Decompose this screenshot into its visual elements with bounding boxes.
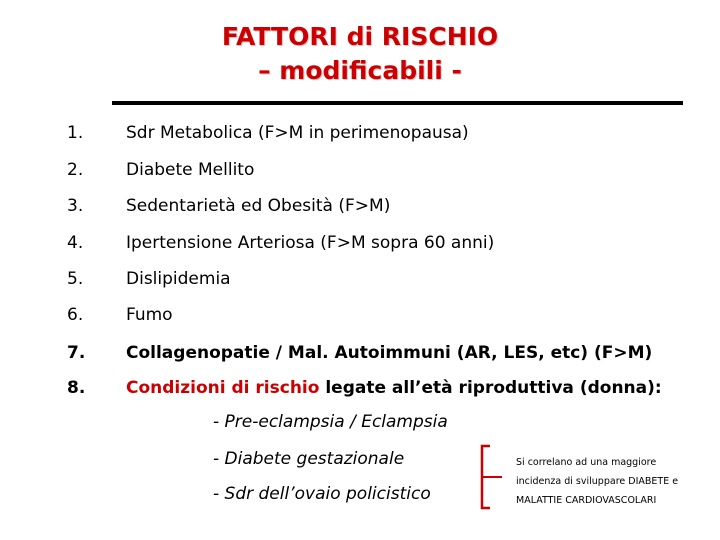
item-text: Collagenopatie / Mal. Autoimmuni (AR, LES, etc) (F>M) xyxy=(126,343,653,363)
sub-list-item: - Pre-eclampsia / Eclampsia xyxy=(213,412,448,432)
slide-title xyxy=(0,20,720,88)
sub-list-item: - Sdr dell’ovaio policistico xyxy=(213,484,431,504)
side-note xyxy=(516,453,716,510)
title-line-2: – modificabili - xyxy=(258,56,462,85)
item-text: Ipertensione Arteriosa (F>M sopra 60 anni) xyxy=(126,233,495,253)
item-text xyxy=(126,373,662,403)
item-text: Sedentarietà ed Obesità (F>M) xyxy=(126,196,391,216)
list-item xyxy=(0,264,720,294)
item-text: Sdr Metabolica (F>M in perimenopausa) xyxy=(126,123,469,143)
note-line-3: MALATTIE CARDIOVASCOLARI xyxy=(516,495,657,506)
list-item xyxy=(0,300,720,330)
item-number: 2. xyxy=(67,160,84,180)
list-item xyxy=(0,155,720,185)
item-number: 3. xyxy=(67,196,84,216)
list-item xyxy=(0,191,720,221)
sub-list-item: - Diabete gestazionale xyxy=(213,449,405,469)
item-number: 6. xyxy=(67,305,84,325)
title-divider xyxy=(112,101,683,105)
item-text: Diabete Mellito xyxy=(126,160,255,180)
note-line-2: incidenza di sviluppare DIABETE e xyxy=(516,476,679,487)
list-item xyxy=(0,338,720,368)
item-number: 8. xyxy=(67,378,86,398)
item-highlight: Condizioni di rischio xyxy=(126,378,320,398)
note-line-1: Si correlano ad una maggiore xyxy=(516,457,657,468)
item-text: Fumo xyxy=(126,305,173,325)
item-text: Dislipidemia xyxy=(126,269,231,289)
list-item xyxy=(0,228,720,258)
item-text-rest: legate all’età riproduttiva (donna): xyxy=(319,378,662,398)
bracket-icon xyxy=(478,444,518,514)
list-item xyxy=(0,373,720,403)
title-line-1: FATTORI di RISCHIO xyxy=(221,22,499,51)
item-number: 5. xyxy=(67,269,84,289)
item-number: 4. xyxy=(67,233,84,253)
item-number: 1. xyxy=(67,123,84,143)
list-item xyxy=(0,118,720,148)
item-number: 7. xyxy=(67,343,86,363)
